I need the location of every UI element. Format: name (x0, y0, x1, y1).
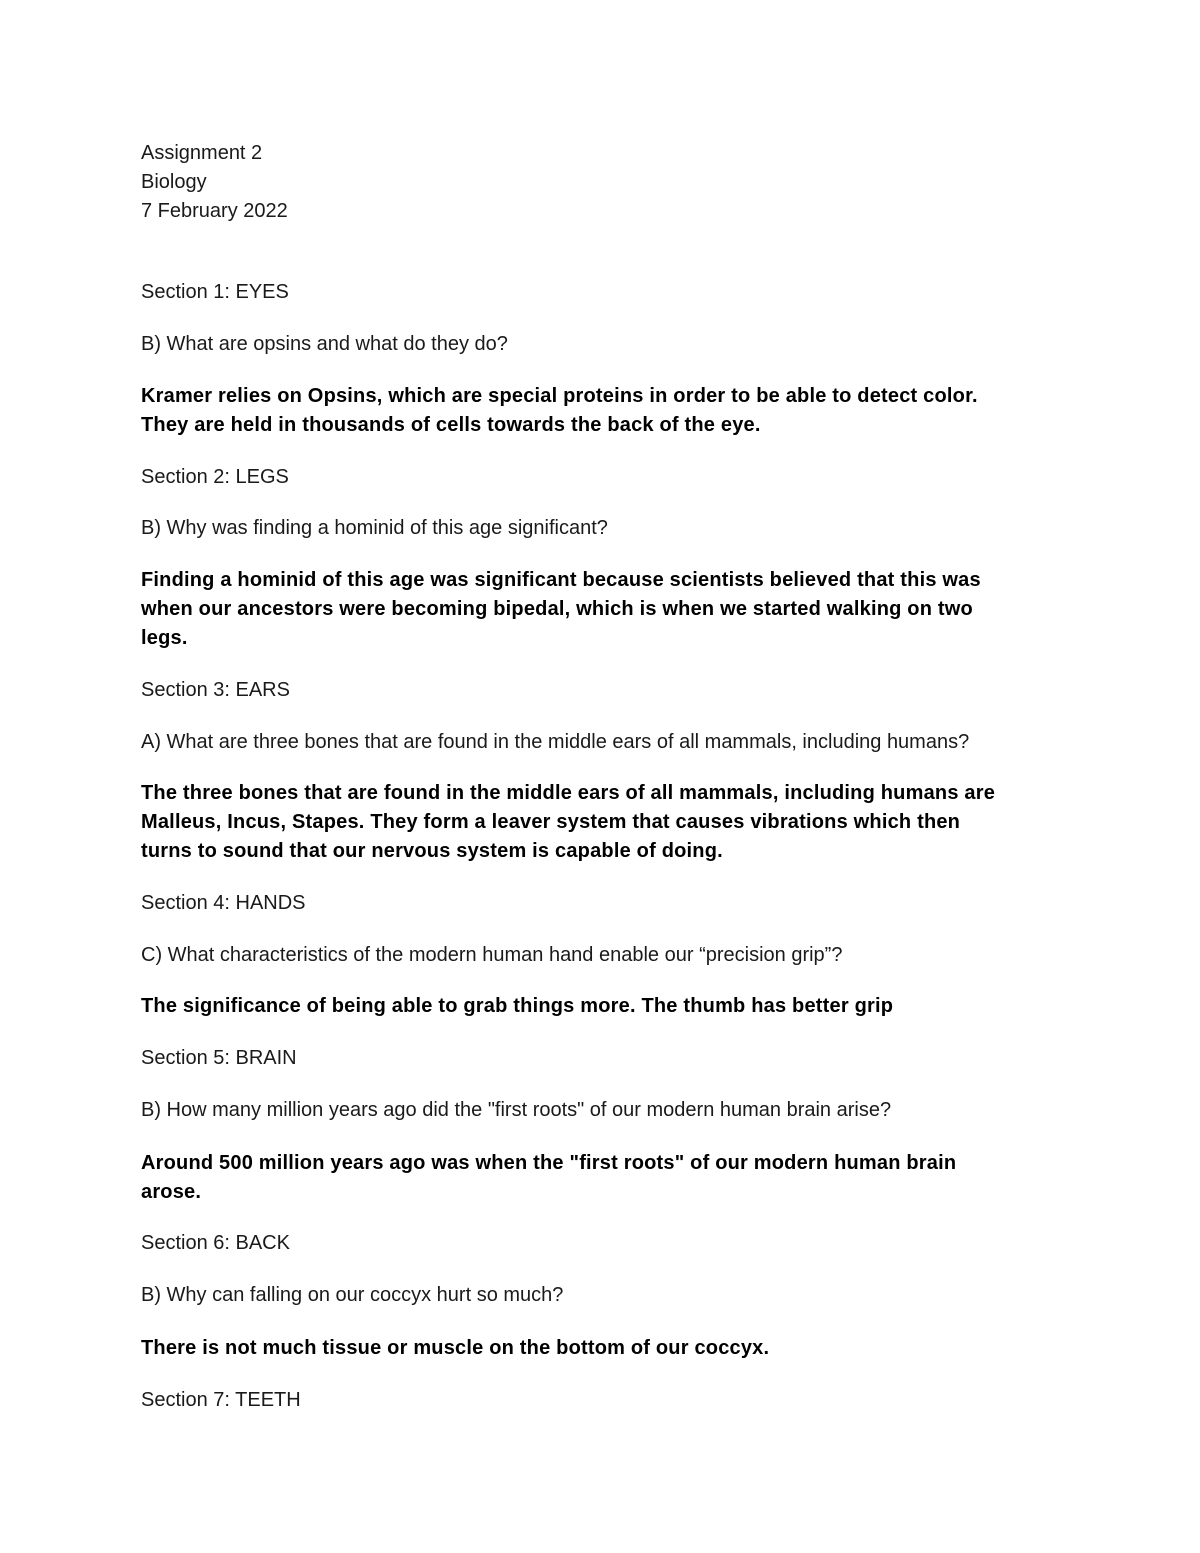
question-text: B) What are opsins and what do they do? (141, 333, 508, 355)
question-text: A) What are three bones that are found in the middle ears of all mammals, including humans? (141, 731, 970, 753)
answer-line: turns to sound that our nervous system is capable of doing. (141, 840, 723, 862)
section-heading: Section 7: TEETH (141, 1389, 301, 1411)
question-text: B) How many million years ago did the "first roots" of our modern human brain arise? (141, 1099, 892, 1121)
question-text: B) Why was finding a hominid of this age significant? (141, 517, 608, 539)
answer-line: Kramer relies on Opsins, which are special proteins in order to be able to detect color. (141, 385, 978, 407)
section-heading: Section 6: BACK (141, 1232, 290, 1254)
answer-line: Around 500 million years ago was when the "first roots" of our modern human brain (141, 1152, 957, 1174)
answer-line: There is not much tissue or muscle on the bottom of our coccyx. (141, 1337, 770, 1359)
assignment-title: Assignment 2 (141, 142, 263, 164)
answer-line: arose. (141, 1181, 202, 1203)
date-line: 7 February 2022 (141, 200, 288, 222)
subject-line: Biology (141, 171, 207, 193)
section-heading: Section 2: LEGS (141, 466, 289, 488)
answer-line: They are held in thousands of cells towards the back of the eye. (141, 414, 761, 436)
section-heading: Section 1: EYES (141, 281, 289, 303)
answer-line: legs. (141, 627, 188, 649)
answer-line: The three bones that are found in the middle ears of all mammals, including humans are (141, 782, 996, 804)
question-text: B) Why can falling on our coccyx hurt so much? (141, 1284, 564, 1306)
answer-line: The significance of being able to grab things more. The thumb has better grip (141, 995, 894, 1017)
answer-line: Finding a hominid of this age was significant because scientists believed that this was (141, 569, 981, 591)
answer-line: Malleus, Incus, Stapes. They form a leaver system that causes vibrations which then (141, 811, 961, 833)
section-heading: Section 4: HANDS (141, 892, 306, 914)
section-heading: Section 3: EARS (141, 679, 290, 701)
question-text: C) What characteristics of the modern human hand enable our “precision grip”? (141, 944, 843, 966)
answer-line: when our ancestors were becoming bipedal, which is when we started walking on two (141, 598, 973, 620)
section-heading: Section 5: BRAIN (141, 1047, 297, 1069)
